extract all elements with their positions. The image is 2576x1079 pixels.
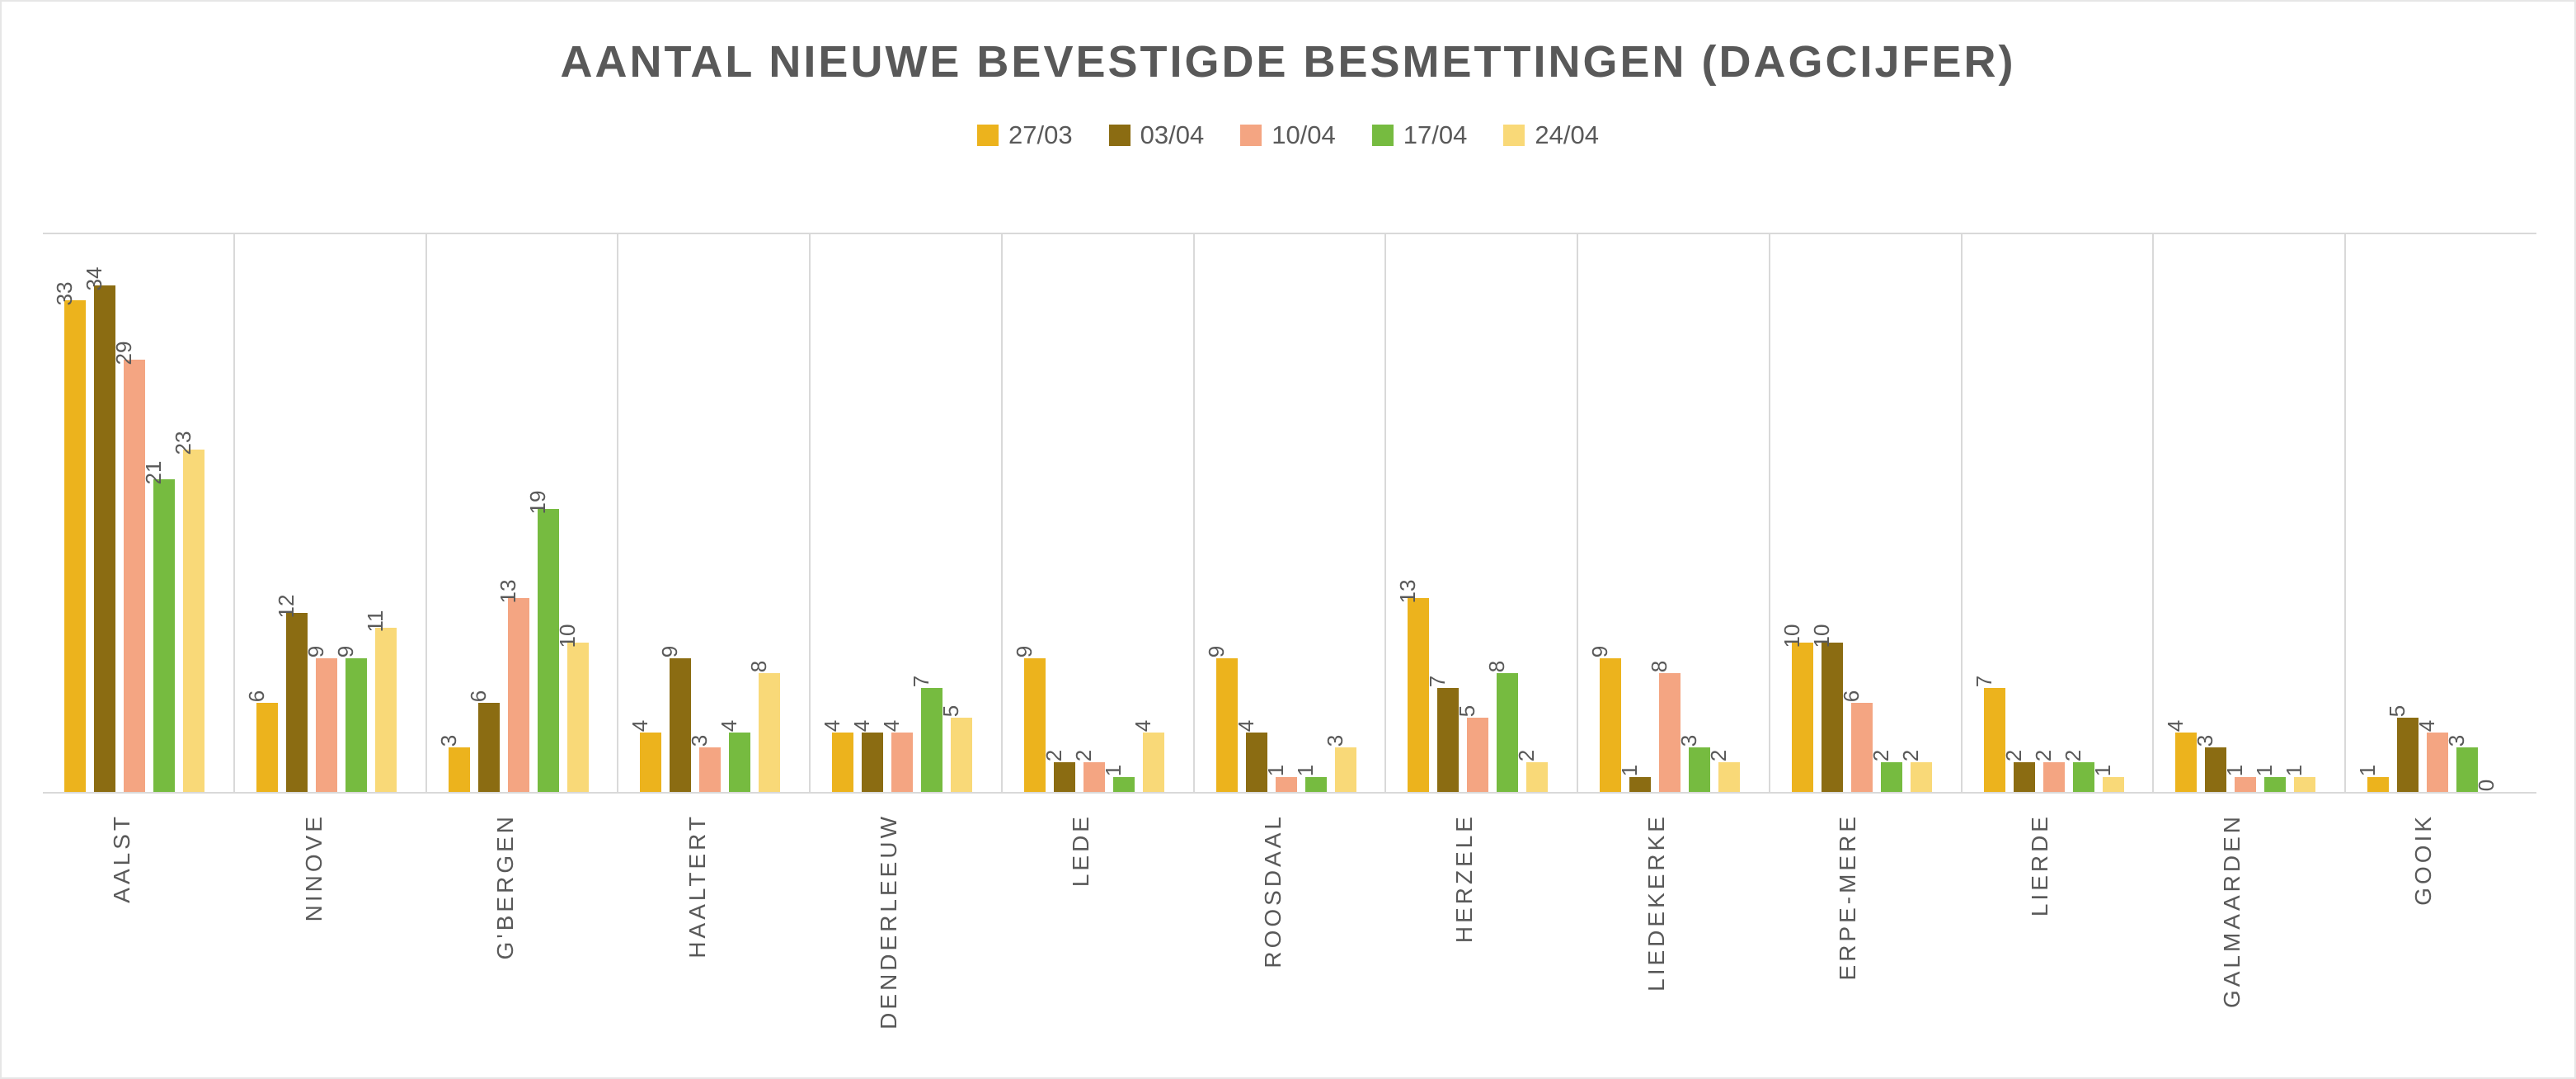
bar[interactable] — [1408, 598, 1429, 792]
bar-value-label: 3 — [2193, 734, 2218, 747]
bar-slot — [938, 234, 972, 792]
bar-slot — [717, 234, 750, 792]
bar-value-label: 7 — [1971, 675, 1996, 687]
bar-value-label: 9 — [1587, 645, 1613, 657]
legend-item[interactable] — [1240, 120, 1336, 150]
legend-label: 24/04 — [1535, 120, 1599, 149]
bar[interactable] — [2367, 777, 2389, 792]
bar[interactable] — [1851, 703, 1873, 792]
x-axis-tick — [1194, 800, 1386, 1048]
bar[interactable] — [1984, 688, 2005, 792]
bar-group — [2346, 234, 2536, 792]
chart-legend — [2, 120, 2574, 150]
bar-slot — [52, 234, 86, 792]
plot-wrapper — [43, 233, 2536, 794]
bar-group — [235, 234, 427, 792]
legend-item[interactable] — [1109, 120, 1205, 150]
bar-value-label: 1 — [2355, 764, 2381, 777]
bar[interactable] — [1335, 747, 1356, 792]
x-axis-tick-label: LIERDE — [2027, 813, 2053, 917]
bar[interactable] — [1881, 762, 1902, 792]
bar-slot — [1587, 234, 1621, 792]
bar-value-label: 9 — [332, 645, 358, 657]
bar[interactable] — [1526, 762, 1548, 792]
bar[interactable] — [1497, 673, 1518, 792]
bar-value-label: 2 — [1897, 749, 1923, 762]
bar-group — [1195, 234, 1387, 792]
bar-value-label: 12 — [273, 594, 298, 619]
bar-value-label: 3 — [687, 734, 712, 747]
bar-slot — [2252, 234, 2286, 792]
bar-value-label: 33 — [52, 281, 77, 306]
bar-value-label: 8 — [746, 660, 772, 672]
bar-value-label: 10 — [1808, 624, 1834, 648]
bar[interactable] — [759, 673, 780, 792]
bar-slot — [2474, 234, 2508, 792]
bar-value-label: 2 — [1868, 749, 1893, 762]
bar-value-label: 1 — [1100, 764, 1126, 777]
bar-value-label: 9 — [303, 645, 328, 657]
bar-value-label: 4 — [820, 719, 845, 733]
x-axis-tick — [2344, 800, 2536, 1048]
bar-value-label: 8 — [1484, 660, 1510, 672]
bar[interactable] — [2294, 777, 2315, 792]
bar[interactable] — [316, 658, 337, 793]
bar-slot — [1395, 234, 1429, 792]
x-axis-tick — [426, 800, 618, 1048]
bar-value-label: 5 — [938, 704, 964, 717]
bar-value-label: 23 — [171, 431, 195, 455]
bar-value-label: 1 — [2089, 764, 2115, 777]
bar-group — [1963, 234, 2155, 792]
bar-group — [811, 234, 1003, 792]
bar[interactable] — [832, 733, 853, 792]
bar-value-label: 4 — [2163, 719, 2188, 733]
bar[interactable] — [183, 450, 204, 792]
bar[interactable] — [891, 733, 913, 792]
bar-slot — [1203, 234, 1238, 792]
x-axis-tick-label: DENDERLEEUW — [876, 813, 902, 1030]
bar-slot — [1808, 234, 1843, 792]
bar-slot — [273, 234, 308, 792]
bar-slot — [1617, 234, 1651, 792]
bar-slot — [303, 234, 337, 792]
bar-slot — [524, 234, 559, 792]
bar-slot — [82, 234, 115, 792]
bar[interactable] — [2103, 777, 2124, 792]
bar-value-label: 4 — [1130, 719, 1155, 733]
bar[interactable] — [2014, 762, 2035, 792]
bar-value-label: 5 — [1455, 704, 1480, 717]
bar[interactable] — [1467, 718, 1488, 792]
legend-label: 17/04 — [1403, 120, 1468, 149]
legend-item[interactable] — [977, 120, 1073, 150]
bar-slot — [2030, 234, 2065, 792]
bar[interactable] — [1629, 777, 1651, 792]
x-axis-tick — [235, 800, 427, 1048]
bar-value-label: 2 — [2000, 749, 2026, 762]
bar[interactable] — [862, 733, 883, 792]
bar-slot — [1514, 234, 1548, 792]
bar-slot — [1676, 234, 1710, 792]
x-axis-tick — [618, 800, 811, 1048]
bar-slot — [628, 234, 661, 792]
bar-slot — [1322, 234, 1356, 792]
x-axis-tick — [1961, 800, 2153, 1048]
bar-slot — [849, 234, 883, 792]
bar-value-label: 3 — [435, 734, 461, 747]
bar-slot — [1070, 234, 1105, 792]
bar[interactable] — [1113, 777, 1135, 792]
bar[interactable] — [921, 688, 942, 792]
bar-slot — [435, 234, 470, 792]
bar[interactable] — [346, 658, 367, 793]
bar-value-label: 29 — [111, 341, 136, 365]
bar[interactable] — [670, 658, 691, 793]
bar-slot — [2385, 234, 2419, 792]
bar-slot — [1233, 234, 1267, 792]
bar-slot — [1130, 234, 1164, 792]
bar-value-label: 1 — [2222, 764, 2248, 777]
bar[interactable] — [1143, 733, 1164, 792]
chart-title: AANTAL NIEUWE BEVESTIGDE BESMETTINGEN (DAGCIJFER) — [560, 37, 2016, 87]
bar-value-label: 1 — [1262, 764, 1288, 777]
x-axis-tick-label: HAALTERT — [684, 813, 710, 959]
bar-slot — [820, 234, 853, 792]
bar-value-label: 5 — [2385, 704, 2410, 717]
bar-value-label: 4 — [1233, 719, 1258, 733]
bar[interactable] — [153, 479, 175, 792]
bar-group — [427, 234, 619, 792]
bar[interactable] — [449, 747, 470, 792]
x-axis-tick — [1385, 800, 1577, 1048]
bar-slot — [2060, 234, 2094, 792]
bar[interactable] — [1659, 673, 1681, 792]
bar[interactable] — [699, 747, 721, 792]
bar-value-label: 2 — [1514, 749, 1539, 762]
bar-value-label: 6 — [1838, 690, 1864, 702]
bar-slot — [1455, 234, 1488, 792]
bar-slot — [1484, 234, 1518, 792]
x-axis-labels — [43, 800, 2536, 1048]
bar-slot — [1647, 234, 1681, 792]
bar-value-label: 6 — [243, 690, 269, 702]
bar-slot — [1292, 234, 1327, 792]
bar-slot — [1262, 234, 1297, 792]
x-axis-tick-label: AALST — [109, 813, 134, 903]
bar-value-label: 10 — [554, 624, 580, 648]
bar-group — [2154, 234, 2346, 792]
bar[interactable] — [1911, 762, 1932, 792]
bar-value-label: 4 — [628, 719, 653, 733]
bar[interactable] — [1822, 643, 1843, 792]
bar[interactable] — [729, 733, 750, 792]
bar[interactable] — [478, 703, 500, 792]
x-axis-tick — [810, 800, 1002, 1048]
bar-slot — [746, 234, 780, 792]
bar[interactable] — [375, 628, 397, 792]
bar-slot — [554, 234, 589, 792]
x-axis-tick — [2153, 800, 2345, 1048]
bar-slot — [2444, 234, 2478, 792]
bar-slot — [1897, 234, 1932, 792]
bar-value-label: 6 — [465, 690, 491, 702]
x-axis-tick — [1577, 800, 1770, 1048]
bar-slot — [1868, 234, 1902, 792]
bar-value-label: 1 — [2282, 764, 2307, 777]
x-axis-tick — [1002, 800, 1194, 1048]
legend-swatch-icon — [1109, 125, 1131, 146]
x-axis-tick-label: NINOVE — [300, 813, 327, 922]
bar-value-label: 4 — [2414, 719, 2440, 733]
legend-label: 10/04 — [1272, 120, 1336, 149]
bar-value-label: 3 — [1322, 734, 1347, 747]
bar-value-label: 9 — [1011, 645, 1037, 657]
bar[interactable] — [1305, 777, 1327, 792]
bar[interactable] — [951, 718, 972, 792]
bar-value-label: 3 — [1676, 734, 1702, 747]
bar-value-label: 21 — [141, 460, 166, 485]
bar-value-label: 10 — [1779, 624, 1804, 648]
x-axis-tick-label: GOOIK — [2410, 813, 2437, 906]
bar-slot — [1011, 234, 1046, 792]
bar[interactable] — [508, 598, 529, 792]
x-axis-tick-label: GALMAARDEN — [2218, 813, 2245, 1009]
x-axis-tick — [43, 800, 235, 1048]
x-axis-tick-label: HERZELE — [1451, 813, 1478, 944]
bar-value-label: 4 — [717, 719, 742, 733]
bar[interactable] — [1054, 762, 1075, 792]
legend-swatch-icon — [1503, 125, 1525, 146]
legend-swatch-icon — [1240, 125, 1262, 146]
bar[interactable] — [256, 703, 278, 792]
legend-label: 03/04 — [1140, 120, 1205, 149]
legend-label: 27/03 — [1008, 120, 1073, 149]
bar[interactable] — [538, 509, 559, 792]
x-axis-tick-label: ROOSDAAL — [1259, 813, 1286, 968]
bar-slot — [1100, 234, 1135, 792]
bar-slot — [1971, 234, 2005, 792]
bar[interactable] — [2264, 777, 2286, 792]
legend-item[interactable] — [1503, 120, 1599, 150]
bar-value-label: 2 — [2060, 749, 2085, 762]
legend-swatch-icon — [977, 125, 999, 146]
bar-value-label: 7 — [1425, 675, 1450, 687]
x-axis-tick-label: G'BERGEN — [492, 813, 519, 960]
bar-slot — [1706, 234, 1740, 792]
bar-value-label: 9 — [1203, 645, 1229, 657]
bar-slot — [2000, 234, 2035, 792]
bar-group — [1003, 234, 1195, 792]
bar[interactable] — [1024, 658, 1046, 793]
bar-slot — [2282, 234, 2315, 792]
bar-value-label: 4 — [849, 719, 875, 733]
bar-slot — [362, 234, 397, 792]
bar-slot — [657, 234, 691, 792]
bar-slot — [687, 234, 721, 792]
bar-slot — [1838, 234, 1873, 792]
bar[interactable] — [640, 733, 661, 792]
bar-value-label: 7 — [909, 675, 934, 687]
x-axis-tick-label: LEDE — [1068, 813, 1094, 888]
bar-value-label: 2 — [1706, 749, 1732, 762]
bar-group — [43, 234, 235, 792]
bar-slot — [2222, 234, 2256, 792]
bar-value-label: 1 — [2252, 764, 2278, 777]
bar[interactable] — [1437, 688, 1459, 792]
bar-value-label: 19 — [524, 490, 550, 515]
bar-value-label: 11 — [362, 610, 388, 633]
bar-value-label: 8 — [1647, 660, 1672, 672]
bar-slot — [2193, 234, 2226, 792]
bar[interactable] — [1246, 733, 1267, 792]
bar-value-label: 2 — [2030, 749, 2056, 762]
bar[interactable] — [1276, 777, 1297, 792]
bar-value-label: 1 — [1292, 764, 1318, 777]
bar-group — [1386, 234, 1578, 792]
bar-value-label: 2 — [1041, 749, 1066, 762]
bar[interactable] — [64, 300, 86, 792]
bar-value-label: 0 — [2474, 779, 2499, 792]
bar-slot — [111, 234, 145, 792]
bar-slot — [171, 234, 204, 792]
bar-slot — [1041, 234, 1075, 792]
bar-value-label: 1 — [1617, 764, 1643, 777]
bar-value-label: 13 — [495, 579, 520, 604]
plot-area — [43, 233, 2536, 794]
bar-group — [618, 234, 811, 792]
bar[interactable] — [1718, 762, 1740, 792]
bar-value-label: 9 — [657, 645, 683, 657]
bar-slot — [141, 234, 175, 792]
bar-value-label: 3 — [2444, 734, 2470, 747]
bar[interactable] — [2043, 762, 2065, 792]
bar-slot — [465, 234, 500, 792]
legend-swatch-icon — [1372, 125, 1394, 146]
bar-value-label: 4 — [879, 719, 905, 733]
bar-slot — [2163, 234, 2197, 792]
bar-group — [1770, 234, 1963, 792]
bar-slot — [332, 234, 367, 792]
bar-slot — [2089, 234, 2124, 792]
bar-group — [1578, 234, 1770, 792]
legend-item[interactable] — [1372, 120, 1468, 150]
x-axis-tick — [1769, 800, 1961, 1048]
bar[interactable] — [567, 643, 589, 792]
bar[interactable] — [124, 360, 145, 792]
bar-slot — [2414, 234, 2448, 792]
bar-slot — [879, 234, 913, 792]
bar-value-label: 2 — [1070, 749, 1096, 762]
x-axis-tick-label: ERPE-MERE — [1835, 813, 1861, 981]
bar-value-label: 34 — [82, 266, 106, 291]
x-axis-tick-label: LIEDEKERKE — [1643, 813, 1669, 992]
bar[interactable] — [286, 613, 308, 792]
bar-slot — [1779, 234, 1813, 792]
bar[interactable] — [2235, 777, 2256, 792]
bar[interactable] — [1792, 643, 1813, 792]
bar-value-label: 13 — [1395, 579, 1421, 604]
bar-slot — [243, 234, 278, 792]
